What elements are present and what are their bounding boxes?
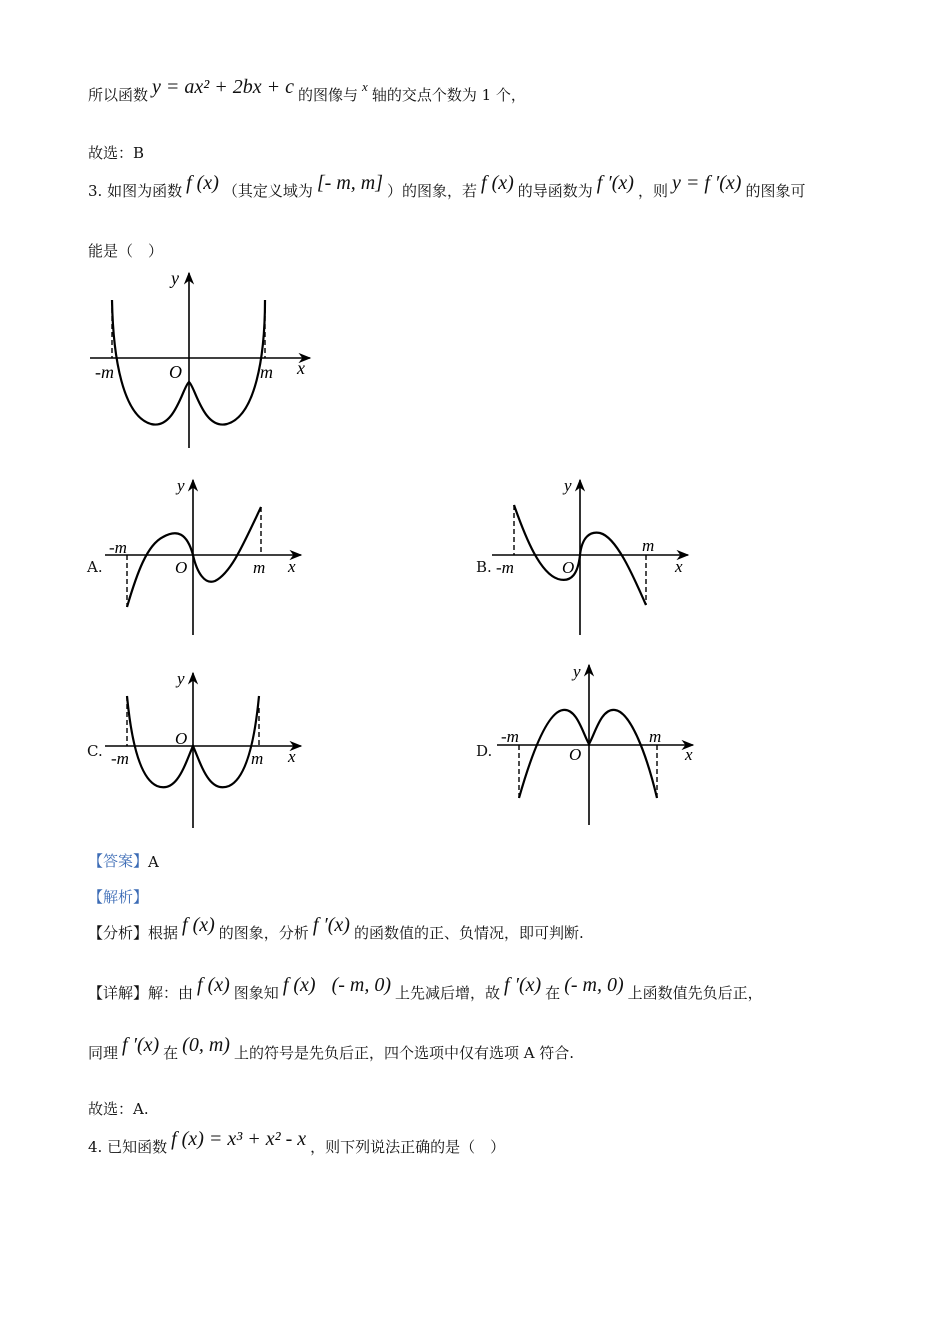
formula-interval: (- m, 0) — [331, 974, 392, 996]
label-m: m — [642, 536, 655, 555]
label-y: y — [564, 476, 572, 495]
text-segment: 的图象，分析 — [218, 924, 309, 942]
text-segment: 的导函数为 — [517, 182, 593, 200]
label-neg-m: -m — [496, 558, 514, 577]
label-origin: O — [175, 729, 188, 748]
formula: f (x) — [197, 974, 230, 996]
function-curve — [127, 507, 261, 607]
option-d-graph — [497, 660, 702, 830]
final-choice-text: 故选：A. — [88, 1100, 149, 1118]
question-3-line-1 — [88, 172, 806, 201]
choice-text: 故选：B — [88, 144, 145, 162]
label-y: y — [177, 476, 185, 495]
label-m: m — [253, 558, 266, 577]
question-number: 4. 已知函数 — [88, 1138, 168, 1156]
formula-interval: (0, m) — [182, 1034, 230, 1056]
formula: f ′(x) — [122, 1034, 160, 1056]
text-segment: ，则 — [637, 182, 668, 200]
text-segment: 轴的交点个数为 1 个， — [371, 86, 526, 104]
text-segment: 上的符号是先负后正，四个选项中仅有选项 A 符合. — [233, 1044, 575, 1062]
option-c-graph — [105, 668, 310, 833]
tongli-line — [88, 1034, 575, 1063]
text-segment: 的图象可 — [745, 182, 806, 200]
text-line-1 — [88, 76, 526, 105]
label-neg-m: -m — [111, 749, 129, 768]
text-segment: 在 — [545, 984, 561, 1002]
text-segment: 图象知 — [233, 984, 279, 1002]
label-origin: O — [569, 745, 582, 764]
formula: f ′(x) — [596, 172, 634, 194]
option-a-label: A. — [87, 558, 103, 576]
label-x: x — [288, 747, 296, 766]
formula-domain: [- m, m] — [316, 172, 383, 194]
question-3-line-2 — [88, 240, 163, 261]
label-y: y — [177, 669, 185, 688]
formula: y = f ′(x) — [671, 172, 742, 194]
text-line-2 — [88, 142, 144, 163]
text-segment: 的图像与 — [298, 86, 359, 104]
text-segment: 上先减后增，故 — [395, 984, 501, 1002]
label-neg-m: -m — [501, 727, 519, 746]
label-m: m — [260, 362, 273, 382]
label-x: x — [675, 557, 683, 576]
formula: f (x) = x³ + x² - x — [171, 1128, 307, 1150]
question-number: 3. 如图为函数 — [88, 182, 183, 200]
formula: f (x) — [282, 974, 316, 996]
answer-value: A — [148, 853, 159, 871]
answer-tag: 【答案】 — [88, 852, 149, 870]
label-m: m — [251, 749, 264, 768]
text-segment: 在 — [163, 1044, 179, 1062]
label-x: x — [685, 745, 693, 764]
formula-interval: (- m, 0) — [564, 974, 624, 996]
fenxi-tag: 【分析】 — [88, 924, 149, 942]
function-curve — [519, 710, 657, 798]
formula: f (x) — [182, 914, 215, 936]
label-neg-m: -m — [109, 538, 127, 557]
formula: f (x) — [481, 172, 514, 194]
text-segment: ，则下列说法正确的是（ ） — [310, 1138, 506, 1156]
option-b-graph — [492, 475, 697, 640]
formula-x: x — [362, 79, 368, 94]
option-c-label: C. — [87, 742, 103, 760]
text-segment: 的函数值的正、负情况，即可判断. — [353, 924, 584, 942]
final-choice-line — [88, 1098, 149, 1119]
text-segment: 所以函数 — [88, 86, 149, 104]
label-origin: O — [175, 558, 188, 577]
formula: f (x) — [186, 172, 219, 194]
answer-line — [88, 850, 159, 871]
question-4-line — [88, 1128, 506, 1157]
text-segment: 上函数值先负后正， — [627, 984, 763, 1002]
label-y: y — [573, 662, 581, 681]
text-segment: （其定义域为 — [222, 182, 313, 200]
main-graph — [85, 268, 325, 453]
text-segment: ）的图象，若 — [387, 182, 478, 200]
option-d-label: D. — [476, 742, 493, 760]
text-segment: 解：由 — [148, 984, 194, 1002]
option-b-label: B. — [476, 558, 492, 576]
analysis-heading — [88, 886, 148, 907]
formula: f ′(x) — [312, 914, 350, 936]
formula: f ′(x) — [504, 974, 542, 996]
label-x: x — [288, 557, 296, 576]
formula: y = ax² + 2bx + c — [152, 76, 295, 98]
analysis-tag: 【解析】 — [88, 888, 149, 906]
text-segment: 同理 — [88, 1044, 119, 1062]
label-y: y — [171, 268, 179, 288]
text-segment: 能是（ ） — [88, 242, 164, 260]
option-a-graph — [105, 475, 310, 640]
label-neg-m: -m — [95, 362, 114, 382]
label-origin: O — [562, 558, 575, 577]
label-x: x — [297, 358, 305, 378]
label-origin: O — [169, 362, 182, 382]
xiangjie-tag: 【详解】 — [88, 984, 149, 1002]
fenxi-line — [88, 914, 584, 943]
xiangjie-line — [88, 974, 763, 1003]
label-m: m — [649, 727, 662, 746]
text-segment: 根据 — [148, 924, 179, 942]
